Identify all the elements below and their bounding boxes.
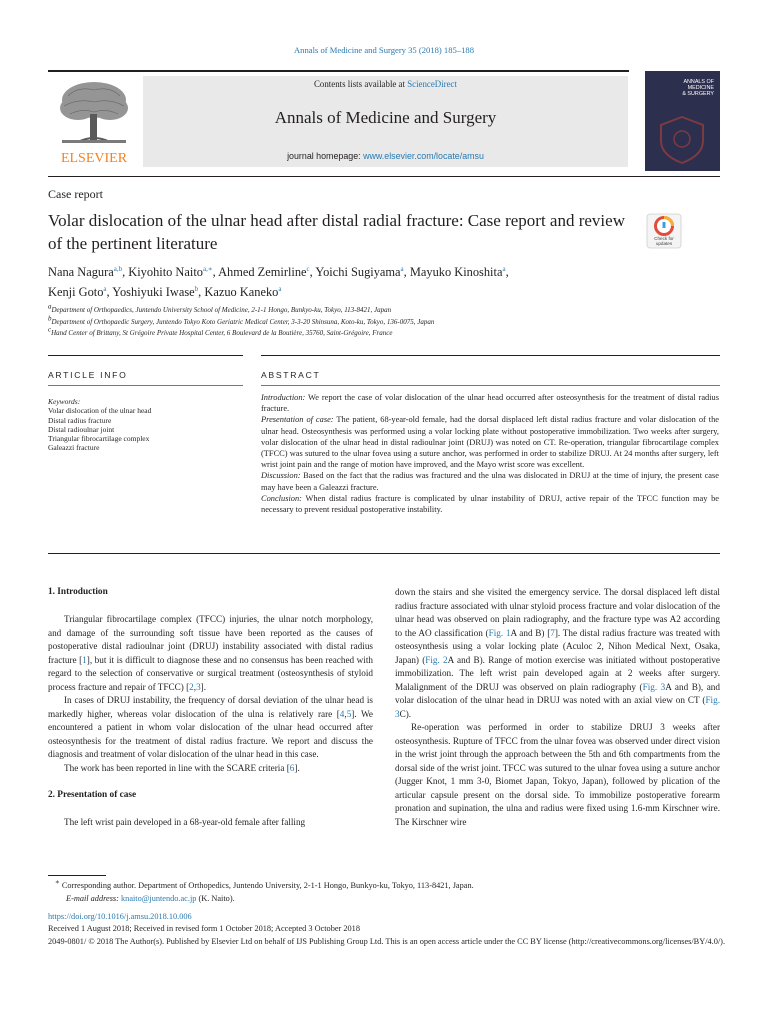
- paragraph-text: A and B) [: [510, 627, 551, 638]
- citation-link[interactable]: 4: [339, 708, 345, 719]
- cover-crest-icon: [655, 113, 710, 165]
- paragraph-text: ]. The distal radius fracture was treated with osteosynthesis using a volar locking plate (Aculoc 2, Nihon Medical Next, Osaka, Japan) (: [395, 627, 720, 665]
- corresponding-text: Corresponding author. Department of Orthopedics, Juntendo University, 2-1-1 Hongo, Bunkyo-ku, Tokyo, 113-8421, Japan.: [61, 881, 474, 890]
- affiliation-mark: a: [48, 302, 52, 311]
- body-paragraph: [395, 586, 720, 721]
- affiliation: [48, 325, 728, 340]
- article-type: Case report: [48, 187, 103, 201]
- journal-name: Annals of Medicine and Surgery: [274, 108, 497, 127]
- paragraph-text: Triangular fibrocartilage complex (TFCC) injuries, the ulnar notch morphology, and damage of the surrounding soft tissue have been reported as the causes of postoperative distal radioulnar joint (DRUJ) instability associated with distal radius fracture [: [48, 614, 373, 665]
- section-1-heading: 1. Introduction: [48, 587, 108, 597]
- author-name[interactable]: Mayuko Kinoshita: [409, 265, 503, 279]
- cover-line-3: & SURGERY: [682, 91, 714, 98]
- keyword-item[interactable]: Volar dislocation of the ulnar head: [48, 406, 152, 416]
- footnote-rule: [48, 875, 106, 876]
- email-note: [48, 893, 728, 906]
- abstract-text: The patient, 68-year-old female, had the dorsal displaced left distal radius fracture and volar dislocation of the ulnar head. Osteosynthesis was performed using a volar locking plate without postoperative immobilization. Two weeks after surgery, volar dislocation of the ulnar head in distal radioulnar joint (DRUJ) was noted on CT. Re-operation, triangular fibrocartilage complex (TFCC) was sutured to the ulnar fovea using a suture anchor, was performed in order to stabilize DRUJ. At 24 months after surgery, left wrist joint pain and the range of motion have improved, and the Mayo wrist score was excellent.: [261, 415, 719, 470]
- author-list: [48, 262, 728, 302]
- paragraph-text: ].: [200, 681, 207, 692]
- abstract-text: When distal radius fracture is complicated by ulnar instability of DRUJ, active repair of the TFCC function may be necessary to prevent residual postoperative instability.: [261, 493, 719, 515]
- body-right-column: [395, 586, 720, 829]
- paragraph-text: ,: [193, 681, 197, 692]
- keyword-item[interactable]: Distal radioulnar joint: [48, 424, 115, 434]
- email-suffix: (K. Naito).: [196, 893, 235, 903]
- elsevier-logo[interactable]: [48, 76, 140, 166]
- contents-line: [143, 79, 628, 89]
- cover-title: [682, 79, 714, 98]
- affiliation-mark: b: [48, 314, 52, 323]
- section-2-heading: 2. Presentation of case: [48, 789, 137, 800]
- body-left-column: [48, 586, 373, 829]
- paragraph-text: ]. We encountered a patient in whom volar dislocation of the ulnar head occurred after osteosynthesis for the treatment of distal radius fracture. We report and discuss the diagnosis and treatment of volar dislocation of the ulnar head in this case.: [48, 708, 373, 759]
- journal-homepage-line: [143, 151, 628, 161]
- footnotes: [48, 880, 728, 949]
- author-affiliation-mark[interactable]: a: [103, 284, 107, 293]
- article-info-rule-top: [48, 355, 243, 356]
- citation-link[interactable]: 6: [289, 762, 295, 773]
- abstract-rule-mid: [261, 385, 720, 386]
- header-rule: [48, 70, 629, 72]
- badge-line-2: updates: [655, 241, 673, 246]
- author-affiliation-mark[interactable]: a: [278, 284, 282, 293]
- abstract-label: Discussion:: [261, 471, 301, 481]
- author-affiliation-mark[interactable]: c: [306, 264, 310, 273]
- abstract-paragraph: [261, 392, 719, 414]
- contents-prefix: Contents lists available at: [314, 79, 408, 89]
- check-for-updates-badge[interactable]: [646, 213, 682, 249]
- citation-link[interactable]: 2: [189, 681, 194, 692]
- author-affiliation-mark[interactable]: a: [400, 264, 404, 273]
- keywords-label: Keywords:: [48, 397, 81, 406]
- paragraph-text: C).: [399, 708, 412, 719]
- author-name[interactable]: Yoshiyuki Iwase: [112, 285, 195, 299]
- citation-link[interactable]: Fig. 1: [488, 627, 511, 638]
- keyword-item[interactable]: Triangular fibrocartilage complex: [48, 434, 150, 444]
- affiliation-text: Department of Orthopaedics, Juntendo University School of Medicine, 2-1-1 Hongo, Bunkyo-ku, Tokyo, 113-8421, Japan: [51, 306, 392, 314]
- citation-link[interactable]: Fig. 3: [642, 681, 666, 692]
- paragraph-text: ,: [344, 708, 347, 719]
- cover-line-1: ANNALS OF: [683, 79, 714, 85]
- author-separator: ,: [309, 265, 316, 279]
- body-paragraph: [48, 762, 373, 776]
- affiliation-text: Department of Orthopaedic Surgery, Juntendo Tokyo Koto Geriatric Medical Center, 3-3-20 Shinsuna, Koto-ku, Tokyo, 136-0075, Japan: [51, 317, 435, 326]
- paragraph-text: The left wrist pain developed in a 68-year-old female after falling: [64, 816, 306, 827]
- corresponding-mark: ∗: [55, 878, 60, 887]
- author-separator: ,: [106, 285, 113, 299]
- abstract-label: Introduction:: [261, 393, 306, 402]
- author-name[interactable]: Kiyohito Naito: [128, 265, 203, 279]
- author-name[interactable]: Kazuo Kaneko: [204, 285, 279, 299]
- author-separator: ,: [198, 285, 205, 299]
- journal-citation[interactable]: Annals of Medicine and Surgery 35 (2018) 185–188: [293, 45, 475, 55]
- license-text: 2049-0801/ © 2018 The Author(s). Published by Elsevier Ltd on behalf of IJS Publishing Group Ltd. This is an open access article under the CC BY license (http://creativecommons.org/licenses/BY/4.0/).: [48, 937, 726, 947]
- abstract-label: Conclusion:: [261, 493, 302, 503]
- check-updates-icon: [646, 213, 682, 249]
- affiliation: [48, 314, 728, 329]
- keywords-block: [48, 397, 243, 453]
- author-separator: ,: [122, 265, 129, 279]
- citation-link[interactable]: Fig. 3: [395, 695, 720, 719]
- paragraph-text: In cases of DRUJ instability, the frequency of dorsal deviation of the ulnar head is markedly higher, whereas volar dislocation of the ulna is relatively rare [: [48, 695, 373, 719]
- abstract-paragraph: [261, 470, 719, 492]
- affiliation: [48, 302, 728, 317]
- author-name[interactable]: Nana Nagura: [48, 265, 114, 279]
- abstract-paragraph: [261, 414, 719, 470]
- author-affiliation-mark[interactable]: a,b: [113, 264, 123, 273]
- doi-link[interactable]: https://doi.org/10.1016/j.amsu.2018.10.006: [48, 911, 192, 921]
- homepage-link[interactable]: www.elsevier.com/locate/amsu: [363, 151, 484, 161]
- header-bottom-rule: [48, 176, 720, 177]
- author-name[interactable]: Kenji Goto: [48, 285, 104, 299]
- email-label: E-mail address:: [66, 893, 119, 903]
- abstract-rule-top: [261, 355, 720, 356]
- abstract-text: We report the case of volar dislocation of the ulnar head occurred after osteosynthesis for the treatment of distal radius fracture.: [261, 393, 719, 414]
- article-info-rule-mid: [48, 385, 243, 386]
- author-name[interactable]: Ahmed Zemirline: [218, 265, 307, 279]
- author-separator: ,: [505, 265, 509, 279]
- homepage-prefix: journal homepage:: [287, 151, 364, 161]
- body-paragraph: [395, 721, 720, 829]
- paragraph-text: A and B), and volar dislocation of the ulnar head in DRUJ was noted with an axial view on CT (: [395, 681, 720, 705]
- author-separator: ,: [403, 265, 410, 279]
- body-paragraph: [48, 613, 373, 694]
- citation-link[interactable]: 5: [346, 708, 352, 719]
- affiliation-text: Hand Center of Brittany, St Grégoire Private Hospital Center, 6 Boulevard de la Boutière, 35760, Saint-Grégoire, France: [51, 329, 393, 338]
- abstract-heading: ABSTRACT: [261, 370, 321, 380]
- article-info-heading: ARTICLE INFO: [48, 370, 128, 380]
- paragraph-text: Re-operation was performed in order to stabilize DRUJ 3 weeks after osteosynthesis. Rupture of TFCC from the ulnar fovea was observed under direct vision in the wrist joint through the approach between the 5th and 6th compartments from the dorsal side of the wrist joint. TFCC was sutured to the ulnar fovea using a suture anchor (Jugger Knot, 1 mm 3-0, Biomet Japan, Tokyo, Japan), followed by plication of the articular capsule present on the dorsal side. To immobilize postoperative forearm pronation and supination, the ulna and radius were fixed using 1.6-mm Kirschner wire. The Kirschner wire: [395, 722, 720, 827]
- author-affiliation-mark[interactable]: b: [194, 284, 199, 293]
- badge-line-1: Check for: [654, 236, 674, 241]
- paragraph-text: The work has been reported in line with the SCARE criteria [: [64, 762, 290, 773]
- body-paragraph: [48, 694, 373, 762]
- abstract-rule-bottom: [48, 553, 720, 554]
- citation-link[interactable]: 1: [82, 654, 87, 665]
- citation-link[interactable]: 7: [550, 627, 555, 638]
- paragraph-text: A and B). Range of motion exercise was initiated without postoperative immobilization. The left wrist pain developed again at 2 weeks after surgery. Malalignment of the DRUJ was observed on plain radiography (: [395, 654, 720, 692]
- paragraph-text: down the stairs and she visited the emergency service. The dorsal displaced left distal radius fracture associated with ulnar styloid process fracture and volar dislocation of the ulnar head was observed on plain radiography, and the fracture type was A2 according to the AO classification (: [395, 587, 720, 638]
- abstract-label: Presentation of case:: [261, 415, 334, 425]
- author-separator: ,: [212, 265, 219, 279]
- author-name[interactable]: Yoichi Sugiyama: [315, 265, 401, 279]
- elsevier-tree-icon: [48, 76, 140, 166]
- author-affiliation-mark[interactable]: a: [502, 264, 506, 273]
- affiliation-list: [48, 302, 728, 340]
- email-link[interactable]: knaito@juntendo.ac.jp: [121, 893, 197, 903]
- author-affiliation-mark[interactable]: a,∗: [202, 264, 213, 273]
- body-paragraph: [48, 816, 373, 830]
- citation-link[interactable]: 3: [196, 681, 201, 692]
- journal-cover-image[interactable]: [645, 71, 720, 171]
- keyword-item[interactable]: Galeazzi fracture: [48, 443, 100, 453]
- keyword-item[interactable]: Distal radius fracture: [48, 415, 112, 425]
- cover-line-2: MEDICINE: [687, 85, 714, 92]
- sciencedirect-link[interactable]: ScienceDirect: [407, 79, 457, 89]
- elsevier-wordmark: ELSEVIER: [60, 151, 128, 166]
- abstract-text: Based on the fact that the radius was fractured and the ulna was dislocated in DRUJ at the time of injury, the present case may have been a Galeazzi fracture.: [261, 471, 719, 492]
- affiliation-mark: c: [48, 325, 52, 334]
- corresponding-author-note: [48, 880, 728, 893]
- abstract-body: [261, 392, 719, 515]
- received-dates: Received 1 August 2018; Received in revised form 1 October 2018; Accepted 3 October 2018: [48, 924, 360, 934]
- citation-link[interactable]: Fig. 2: [425, 654, 448, 665]
- abstract-paragraph: [261, 493, 719, 515]
- article-title: Volar dislocation of the ulnar head after distal radial fracture: Case report and review of the pertinent literature: [48, 211, 625, 253]
- paragraph-text: ].: [294, 762, 300, 773]
- paragraph-text: ], but it is difficult to diagnose these and no consensus has been reached with regard to the selection of conservative or surgical treatment (osteosynthesis of styloid process fracture and repair of TFCC) [: [48, 654, 373, 692]
